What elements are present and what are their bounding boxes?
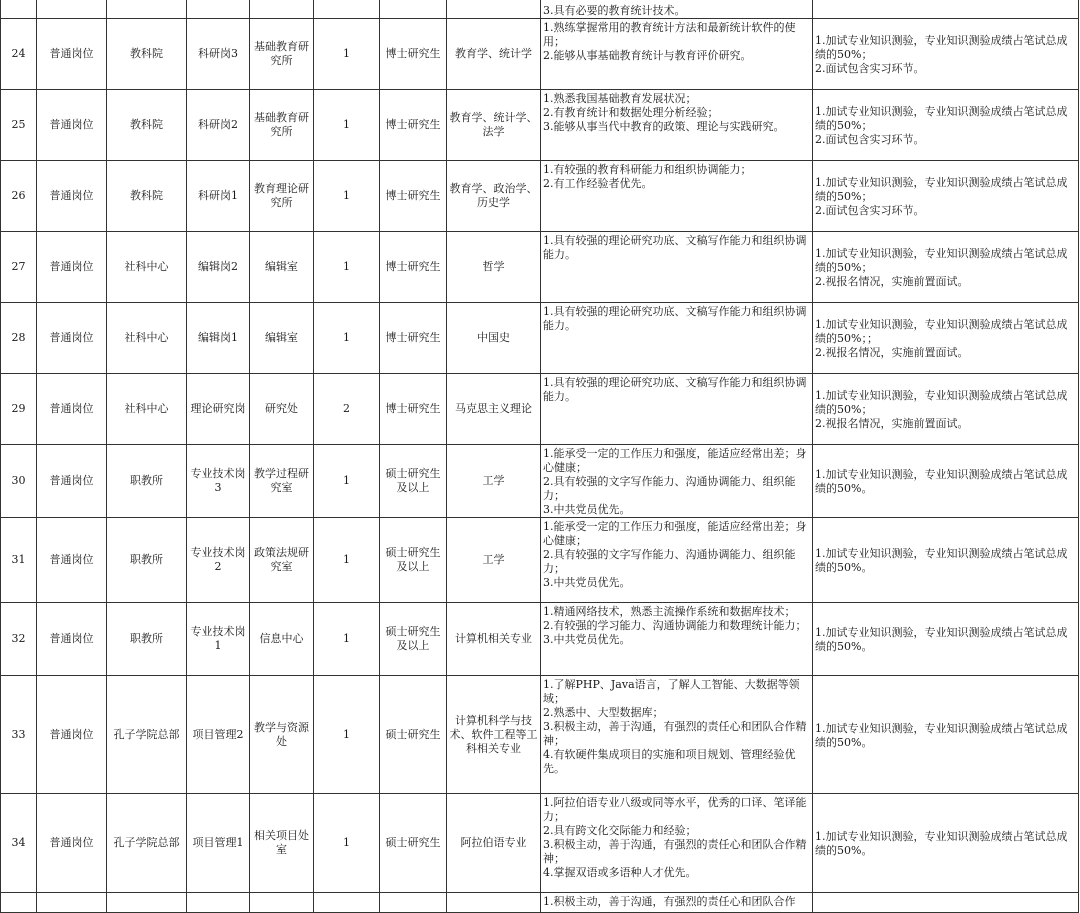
department: 社科中心 [107,232,187,303]
table-row [1,794,1079,893]
post-type: 普通岗位 [37,90,107,161]
notes-cell-line: 2.面试包含实习环节。 [815,204,925,217]
empty-cell [107,0,187,19]
notes-cell [813,19,1079,90]
row-number: 33 [1,676,37,794]
headcount: 1 [314,518,380,603]
office-name: 相关项目处室 [250,794,314,893]
department: 教科院 [107,90,187,161]
office-name: 研究处 [250,374,314,445]
row-number: 30 [1,445,37,518]
requirements-cell-line: 3.中共党员优先。 [543,633,631,646]
requirements-cell-line: 1.具有较强的理论研究功底、文稿写作能力和组织协调能力。 [543,376,807,403]
notes-cell [813,232,1079,303]
requirements-cell [541,232,813,303]
table-row [1,90,1079,161]
office-name: 基础教育研究所 [250,19,314,90]
department: 社科中心 [107,303,187,374]
major: 阿拉伯语专业 [447,794,541,893]
requirements-cell-line: 1.熟悉我国基础教育发展状况； [543,92,697,105]
table-row [1,374,1079,445]
notes-cell-line: 2.面试包含实习环节。 [815,62,925,75]
notes-cell [813,518,1079,603]
requirements-cell-line: 2.有较强的学习能力、沟通协调能力和数理统计能力； [543,619,807,632]
table-row [1,0,1079,19]
row-number: 28 [1,303,37,374]
position-name: 科研岗3 [187,19,250,90]
department: 孔子学院总部 [107,794,187,893]
requirements-cell-line: 3.具有必要的教育统计技术。 [543,4,686,17]
row-number: 34 [1,794,37,893]
major: 计算机科学与技术、软件工程等工科相关专业 [447,676,541,794]
table-row [1,893,1079,913]
notes-cell-line: 1.加试专业知识测验，专业知识测验成绩占笔试总成绩的50%。 [815,830,1068,857]
headcount: 1 [314,445,380,518]
requirements-cell-line: 2.有工作经验者优先。 [543,177,653,190]
requirements-cell [541,374,813,445]
headcount: 2 [314,374,380,445]
notes-cell-line: 2.视报名情况，实施前置面试。 [815,275,969,288]
row-number: 29 [1,374,37,445]
position-name: 专业技术岗2 [187,518,250,603]
post-type: 普通岗位 [37,374,107,445]
post-type: 普通岗位 [37,794,107,893]
requirements-cell [541,676,813,794]
notes-cell [813,603,1079,676]
notes-cell-line: 1.加试专业知识测验，专业知识测验成绩占笔试总成绩的50%； [815,176,1068,203]
post-type: 普通岗位 [37,445,107,518]
headcount: 1 [314,676,380,794]
row-number: 32 [1,603,37,676]
office-name: 编辑室 [250,303,314,374]
education: 博士研究生 [380,374,447,445]
notes-cell [813,374,1079,445]
table-row [1,603,1079,676]
requirements-cell-line: 4.有软硬件集成项目的实施和项目规划、管理经验优先。 [543,748,796,775]
requirements-cell [541,518,813,603]
table-row [1,303,1079,374]
notes-cell-line: 1.加试专业知识测验，专业知识测验成绩占笔试总成绩的50%。 [815,468,1068,495]
requirements-cell [541,19,813,90]
position-name: 编辑岗1 [187,303,250,374]
requirements-cell [541,161,813,232]
empty-cell [187,0,250,19]
row-number: 26 [1,161,37,232]
requirements-cell-line: 3.能够从事当代中教育的政策、理论与实践研究。 [543,120,785,133]
major: 中国史 [447,303,541,374]
headcount: 1 [314,603,380,676]
empty-cell [107,893,187,913]
office-name: 编辑室 [250,232,314,303]
major: 马克思主义理论 [447,374,541,445]
notes-cell-line: 1.加试专业知识测验，专业知识测验成绩占笔试总成绩的50%； [815,105,1068,132]
notes-cell-line: 1.加试专业知识测验，专业知识测验成绩占笔试总成绩的50%； [815,389,1068,416]
department: 孔子学院总部 [107,676,187,794]
office-name: 教育理论研究所 [250,161,314,232]
requirements-cell-line: 2.有教育统计和数据处理分析经验； [543,106,719,119]
education: 硕士研究生 [380,794,447,893]
position-name: 编辑岗2 [187,232,250,303]
row-number: 31 [1,518,37,603]
requirements-cell-line: 2.具有较强的文字写作能力、沟通协调能力、组织能力； [543,548,796,575]
empty-cell [380,893,447,913]
requirements-cell [541,794,813,893]
post-type: 普通岗位 [37,303,107,374]
education: 博士研究生 [380,303,447,374]
major: 工学 [447,445,541,518]
requirements-cell-line: 3.中共党员优先。 [543,503,631,516]
requirements-cell [541,90,813,161]
empty-cell [813,893,1079,913]
empty-cell [250,0,314,19]
major: 教育学、统计学 [447,19,541,90]
notes-cell [813,303,1079,374]
empty-cell [187,893,250,913]
department: 教科院 [107,19,187,90]
requirements-cell-line: 2.能够从事基础教育统计与教育评价研究。 [543,49,752,62]
office-name: 政策法规研究室 [250,518,314,603]
education: 博士研究生 [380,232,447,303]
notes-cell [813,794,1079,893]
requirements-cell-line: 2.熟悉中、大型数据库； [543,706,664,719]
requirements-cell-line: 1.阿拉伯语专业八级或同等水平，优秀的口译、笔译能力； [543,796,807,823]
empty-cell [314,0,380,19]
office-name: 教学与资源处 [250,676,314,794]
education: 硕士研究生及以上 [380,603,447,676]
requirements-cell-line: 1.积极主动，善于沟通，有强烈的责任心和团队合作 [543,895,796,908]
notes-cell-line: 1.加试专业知识测验，专业知识测验成绩占笔试总成绩的50%； [815,247,1068,274]
notes-cell-line: 2.视报名情况，实施前置面试。 [815,417,969,430]
notes-cell-line: 1.加试专业知识测验，专业知识测验成绩占笔试总成绩的50%；； [815,318,1068,345]
empty-cell [447,0,541,19]
notes-cell-line: 2.面试包含实习环节。 [815,133,925,146]
requirements-cell-line: 1.具有较强的理论研究功底、文稿写作能力和组织协调能力。 [543,305,807,332]
office-name: 基础教育研究所 [250,90,314,161]
empty-cell [1,0,37,19]
headcount: 1 [314,232,380,303]
requirements-cell-line: 1.能承受一定的工作压力和强度，能适应经常出差；身心健康； [543,520,807,547]
major: 教育学、统计学、法学 [447,90,541,161]
major: 教育学、政治学、历史学 [447,161,541,232]
position-name: 理论研究岗 [187,374,250,445]
requirements-cell [541,445,813,518]
requirements-cell [541,0,813,19]
headcount: 1 [314,794,380,893]
row-number: 25 [1,90,37,161]
post-type: 普通岗位 [37,19,107,90]
requirements-cell-line: 2.具有跨文化交际能力和经验； [543,824,697,837]
education: 硕士研究生 [380,676,447,794]
position-name: 专业技术岗1 [187,603,250,676]
department: 职教所 [107,518,187,603]
notes-cell [813,445,1079,518]
empty-cell [37,0,107,19]
headcount: 1 [314,90,380,161]
notes-cell [813,0,1079,19]
major: 工学 [447,518,541,603]
table-row [1,676,1079,794]
empty-cell [380,0,447,19]
table-row [1,232,1079,303]
post-type: 普通岗位 [37,232,107,303]
major: 哲学 [447,232,541,303]
office-name: 教学过程研究室 [250,445,314,518]
row-number: 24 [1,19,37,90]
department: 教科院 [107,161,187,232]
requirements-cell [541,603,813,676]
requirements-cell-line: 1.有较强的教育科研能力和组织协调能力； [543,163,752,176]
notes-cell-line: 1.加试专业知识测验，专业知识测验成绩占笔试总成绩的50%。 [815,626,1068,653]
requirements-cell [541,893,813,913]
notes-cell [813,161,1079,232]
position-name: 项目管理1 [187,794,250,893]
notes-cell-line: 1.加试专业知识测验，专业知识测验成绩占笔试总成绩的50%； [815,34,1068,61]
requirements-cell-line: 2.具有较强的文字写作能力、沟通协调能力、组织能力； [543,475,796,502]
notes-cell-line: 2.视报名情况，实施前置面试。 [815,346,969,359]
position-name: 科研岗2 [187,90,250,161]
position-name: 项目管理2 [187,676,250,794]
post-type: 普通岗位 [37,676,107,794]
education: 博士研究生 [380,19,447,90]
education: 硕士研究生及以上 [380,445,447,518]
requirements-cell-line: 3.积极主动，善于沟通，有强烈的责任心和团队合作精神； [543,720,807,747]
requirements-cell [541,303,813,374]
empty-cell [447,893,541,913]
requirements-cell-line: 3.中共党员优先。 [543,576,631,589]
table-row [1,518,1079,603]
notes-cell [813,676,1079,794]
empty-cell [250,893,314,913]
major: 计算机相关专业 [447,603,541,676]
requirements-cell-line: 1.精通网络技术，熟悉主流操作系统和数据库技术； [543,605,796,618]
headcount: 1 [314,19,380,90]
position-name: 专业技术岗3 [187,445,250,518]
notes-cell-line: 1.加试专业知识测验，专业知识测验成绩占笔试总成绩的50%。 [815,547,1068,574]
notes-cell-line: 1.加试专业知识测验，专业知识测验成绩占笔试总成绩的50%。 [815,721,1068,749]
requirements-cell-line: 1.能承受一定的工作压力和强度，能适应经常出差；身心健康； [543,447,807,474]
row-number: 27 [1,232,37,303]
requirements-cell-line: 3.积极主动，善于沟通，有强烈的责任心和团队合作精神； [543,838,807,865]
office-name: 信息中心 [250,603,314,676]
notes-cell [813,90,1079,161]
post-type: 普通岗位 [37,161,107,232]
post-type: 普通岗位 [37,518,107,603]
table-row [1,445,1079,518]
requirements-cell-line: 1.了解PHP、Java语言，了解人工智能、大数据等领域； [543,678,800,705]
department: 职教所 [107,603,187,676]
requirements-cell-line: 1.熟练掌握常用的教育统计方法和最新统计软件的使用； [543,21,796,48]
empty-cell [314,893,380,913]
headcount: 1 [314,303,380,374]
department: 社科中心 [107,374,187,445]
empty-cell [37,893,107,913]
position-name: 科研岗1 [187,161,250,232]
requirements-cell-line: 4.掌握双语或多语种人才优先。 [543,866,697,879]
education: 博士研究生 [380,161,447,232]
table-row [1,19,1079,90]
education: 硕士研究生及以上 [380,518,447,603]
requirements-cell-line: 1.具有较强的理论研究功底、文稿写作能力和组织协调能力。 [543,234,807,261]
empty-cell [1,893,37,913]
education: 博士研究生 [380,90,447,161]
headcount: 1 [314,161,380,232]
department: 职教所 [107,445,187,518]
table-row [1,161,1079,232]
post-type: 普通岗位 [37,603,107,676]
